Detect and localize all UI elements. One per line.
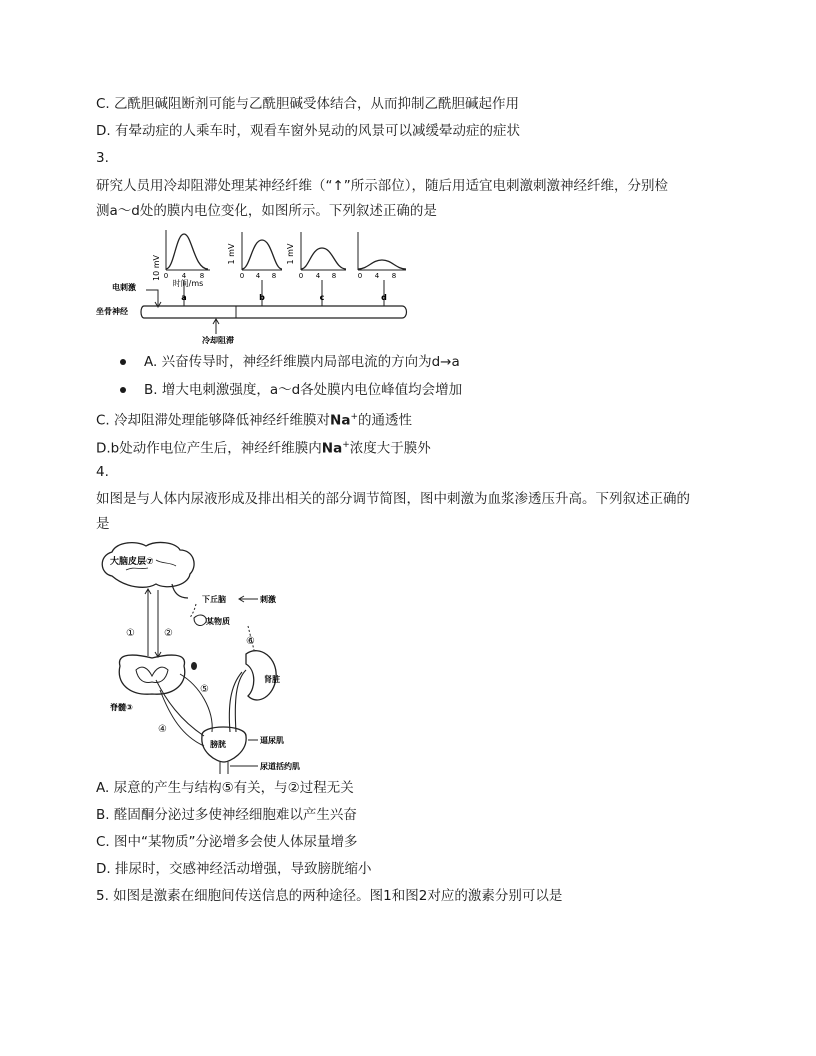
bladder-label: 膀胱: [210, 740, 226, 749]
kidney-label: 肾脏: [264, 675, 280, 684]
q3-option-a: A. 兴奋传导时，神经纤维膜内局部电流的方向为d→a: [144, 354, 460, 370]
label-6: ⑥: [246, 636, 255, 647]
q3-c-text: C. 冷却阻滞处理能够降低神经纤维膜对: [96, 412, 331, 429]
q3-d-text: D.b处动作电位产生后，神经纤维膜内: [96, 440, 322, 457]
tick-b-8: 8: [271, 272, 277, 280]
cool-label: 冷却阻滞: [202, 336, 234, 344]
q5-stem: 5. 如图是激素在细胞间传送信息的两种途径。图1和图2对应的激素分别可以是: [96, 888, 563, 904]
q3-figure: [96, 226, 412, 344]
graph-a: [152, 230, 210, 281]
point-d: d: [381, 293, 387, 302]
q3-c-text-end: 的通透性: [357, 412, 412, 429]
substance-label: 某物质: [206, 617, 230, 626]
detrusor-label: 逼尿肌: [260, 736, 284, 745]
sodium-charge: +: [350, 412, 358, 422]
sodium-symbol: Na: [321, 440, 343, 457]
label-1: ①: [126, 628, 135, 639]
point-a: a: [181, 293, 187, 302]
tick-a-0: 0: [163, 272, 169, 280]
line-q2-d: D. 有晕动症的人乘车时，观看车窗外晃动的风景可以减缓晕动症的症状: [96, 123, 520, 139]
tick-d-4: 4: [374, 272, 380, 280]
label-5: ⑤: [200, 684, 209, 695]
nerve-label: 坐骨神经: [96, 307, 128, 316]
ylabel-b: 1 mV: [227, 243, 236, 265]
q3-option-b: B. 增大电刺激强度，a～d各处膜内电位峰值均会增加: [144, 382, 463, 398]
graph-b: [227, 232, 282, 280]
q4-option-c: C. 图中“某物质”分泌增多会使人体尿量增多: [96, 834, 358, 850]
xlabel-time: 时间/ms: [172, 279, 204, 288]
tick-b-0: 0: [239, 272, 245, 280]
q4-option-b: B. 醛固酮分泌过多使神经细胞难以产生兴奋: [96, 807, 357, 823]
q4-option-d: D. 排尿时，交感神经活动增强，导致膀胱缩小: [96, 861, 372, 877]
q3-d-text-end: 浓度大于膜外: [349, 440, 431, 457]
stim-label: 电刺激: [112, 283, 136, 292]
label-4: ④: [158, 724, 167, 735]
graph-c: [286, 232, 346, 280]
graph-d: [358, 232, 406, 280]
tick-a-8: 8: [199, 272, 205, 280]
tick-b-4: 4: [255, 272, 261, 280]
q4-figure: [96, 540, 322, 774]
tick-c-4: 4: [315, 272, 321, 280]
q3-stem-2: 测a～d处的膜内电位变化，如图所示。下列叙述正确的是: [96, 203, 437, 219]
sodium-symbol: Na: [330, 412, 351, 429]
point-b: b: [259, 293, 265, 302]
sodium-charge: +: [342, 440, 350, 450]
hypothalamus-label: 下丘脑: [202, 595, 226, 604]
q3-stem-1: 研究人员用冷却阻滞处理某神经纤维（“↑”所示部位），随后用适宜电刺激刺激神经纤维，分别检: [96, 178, 669, 194]
point-c: c: [319, 293, 325, 302]
q3-option-d: [96, 435, 431, 459]
q4-option-a: A. 尿意的产生与结构⑤有关，与②过程无关: [96, 780, 354, 796]
bullet-a: [120, 359, 126, 365]
q4-stem-2: 是: [96, 516, 110, 532]
cortex-label: 大脑皮层⑦: [110, 557, 154, 567]
tick-c-0: 0: [298, 272, 304, 280]
q3-option-c: [96, 407, 412, 431]
ylabel-a: 10 mV: [152, 255, 161, 281]
bullet-b: [120, 387, 126, 393]
label-2: ②: [164, 628, 173, 639]
tick-c-8: 8: [331, 272, 337, 280]
q3-number: 3.: [96, 150, 109, 166]
ylabel-c: 1 mV: [286, 243, 295, 265]
q4-stem-1: 如图是与人体内尿液形成及排出相关的部分调节简图，图中刺激为血浆渗透压升高。下列叙述正确的: [96, 491, 690, 507]
line-q2-c: C. 乙酰胆碱阻断剂可能与乙酰胆碱受体结合，从而抑制乙酰胆碱起作用: [96, 96, 520, 112]
tick-d-8: 8: [391, 272, 397, 280]
tick-a-4: 4: [181, 272, 187, 280]
stimulus-label: 刺激: [260, 595, 276, 604]
sphincter-label: 尿道括约肌: [260, 762, 300, 771]
q4-number: 4.: [96, 464, 109, 480]
spinal-label: 脊髓③: [110, 703, 133, 712]
tick-d-0: 0: [357, 272, 363, 280]
